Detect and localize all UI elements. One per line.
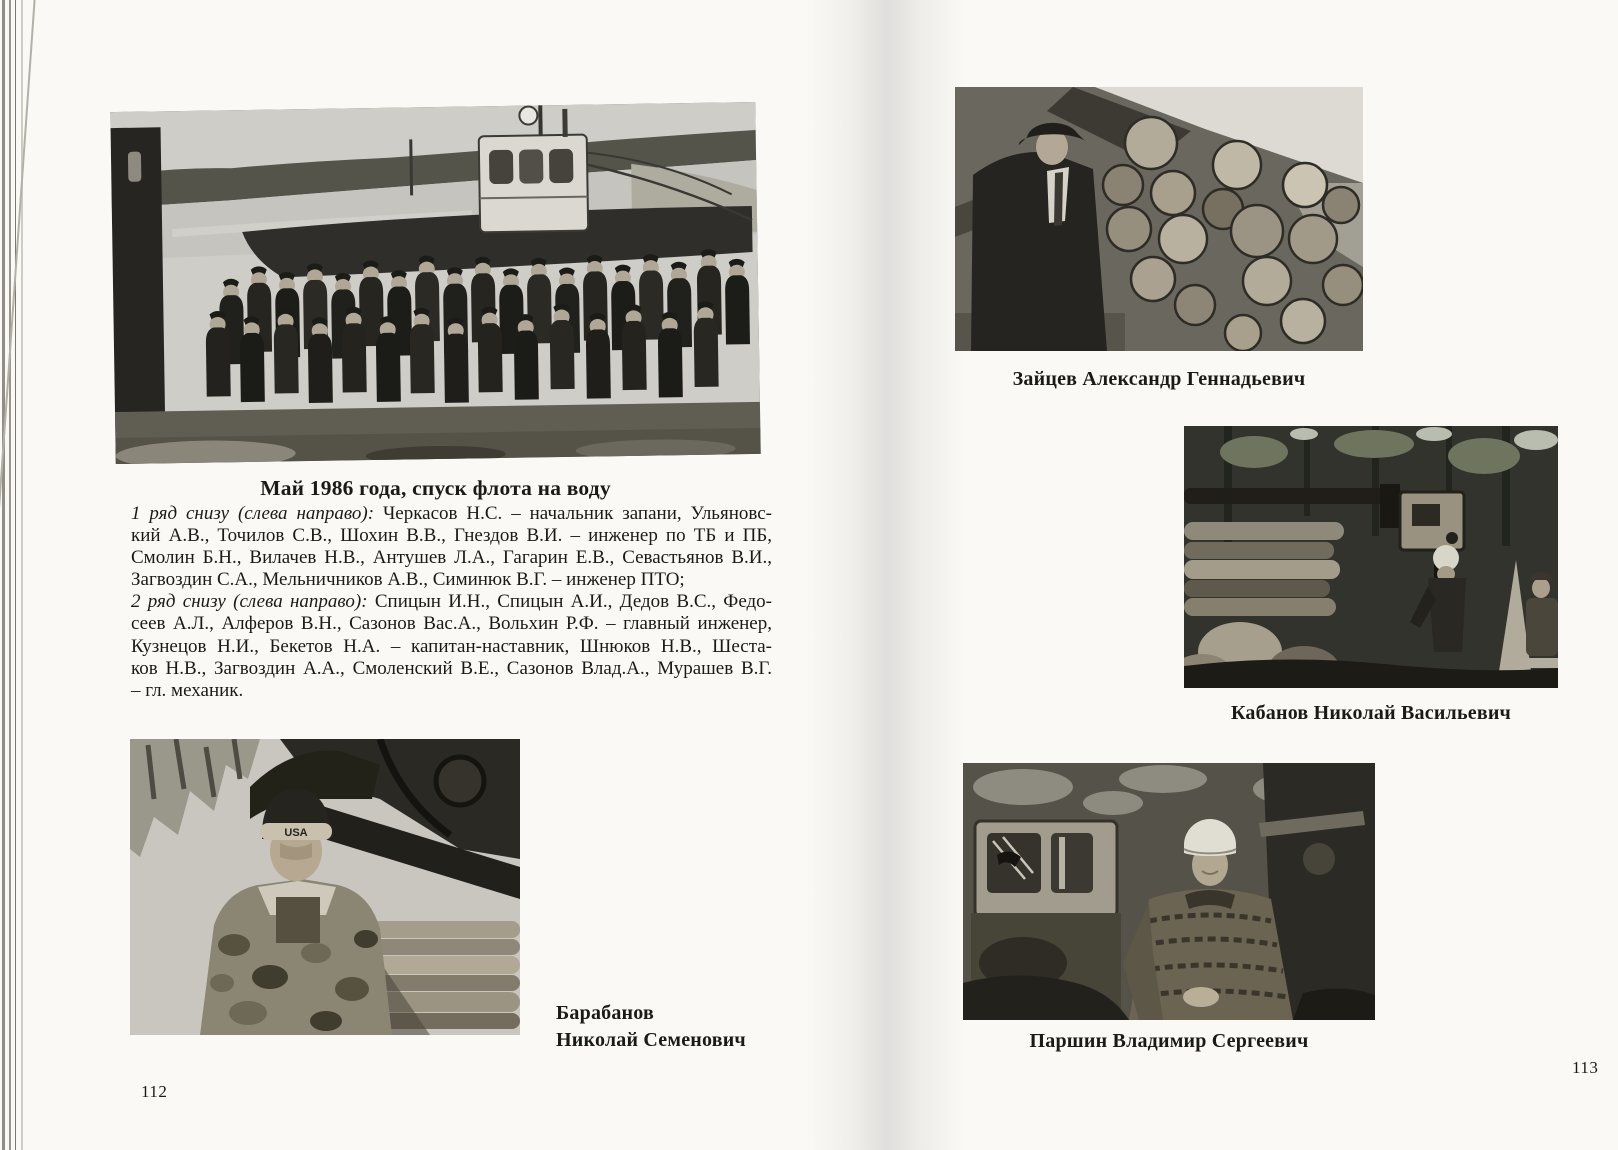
page-number-right: 113 xyxy=(1572,1058,1599,1077)
legend-line: сеев А.Л., Алферов В.Н., Сазонов Вас.А., Вольхин Р.Ф. – главный инженер, xyxy=(131,613,772,635)
photo-parshin xyxy=(963,763,1375,1020)
page-edge-line xyxy=(15,0,16,1150)
legend-line: Загвоздин С.А., Мельничников А.В., Симинюк В.Г. – инженер ПТО; xyxy=(131,569,685,591)
book-gutter-shadow xyxy=(806,0,966,1150)
legend-line: кий А.В., Точилов С.В., Шохин В.В., Гнездов В.И. – инженер по ТБ и ПБ, xyxy=(131,525,772,547)
page-edge-line xyxy=(9,0,11,1150)
legend-line: 1 ряд снизу (слева направо): Черкасов Н.С. – начальник запани, Ульяновс- xyxy=(131,503,772,524)
legend-line: – гл. механик. xyxy=(131,679,244,701)
photo-kabanov xyxy=(1184,426,1558,688)
caption-barabanov: Барабанов Николай Семенович xyxy=(556,1002,746,1051)
photo-fleet-launch-group xyxy=(110,102,760,464)
group-photo-title: Май 1986 года, спуск флота на воду xyxy=(260,476,611,500)
legend-line: Кузнецов Н.И., Бекетов Н.А. – капитан-наставник, Шнюков Н.В., Шеста- xyxy=(131,635,772,657)
page-number-left: 112 xyxy=(141,1082,168,1101)
group-photo-legend xyxy=(131,503,772,702)
page-edge-line xyxy=(2,0,5,1150)
caption-parshin: Паршин Владимир Сергеевич xyxy=(1029,1030,1309,1052)
photo-barabanov xyxy=(130,739,520,1035)
page-edge-diagonal xyxy=(0,0,36,1150)
caption-kabanov: Кабанов Николай Васильевич xyxy=(1230,702,1512,724)
caption-zaitsev: Зайцев Александр Геннадьевич xyxy=(1012,368,1306,390)
legend-line: ков Н.В., Загвоздин А.А., Смоленский В.Е., Сазонов Влад.А., Мурашев В.Г. xyxy=(131,657,772,679)
legend-line: Смолин Б.Н., Вилачев Н.В., Антушев Л.А., Гагарин Е.В., Севастьянов В.И., xyxy=(131,547,772,569)
legend-line: 2 ряд снизу (слева направо): Спицын И.Н., Спицын А.И., Дедов В.С., Федо- xyxy=(131,591,772,613)
photo-zaitsev xyxy=(955,87,1363,351)
cap-text-usa: USA xyxy=(284,827,308,839)
